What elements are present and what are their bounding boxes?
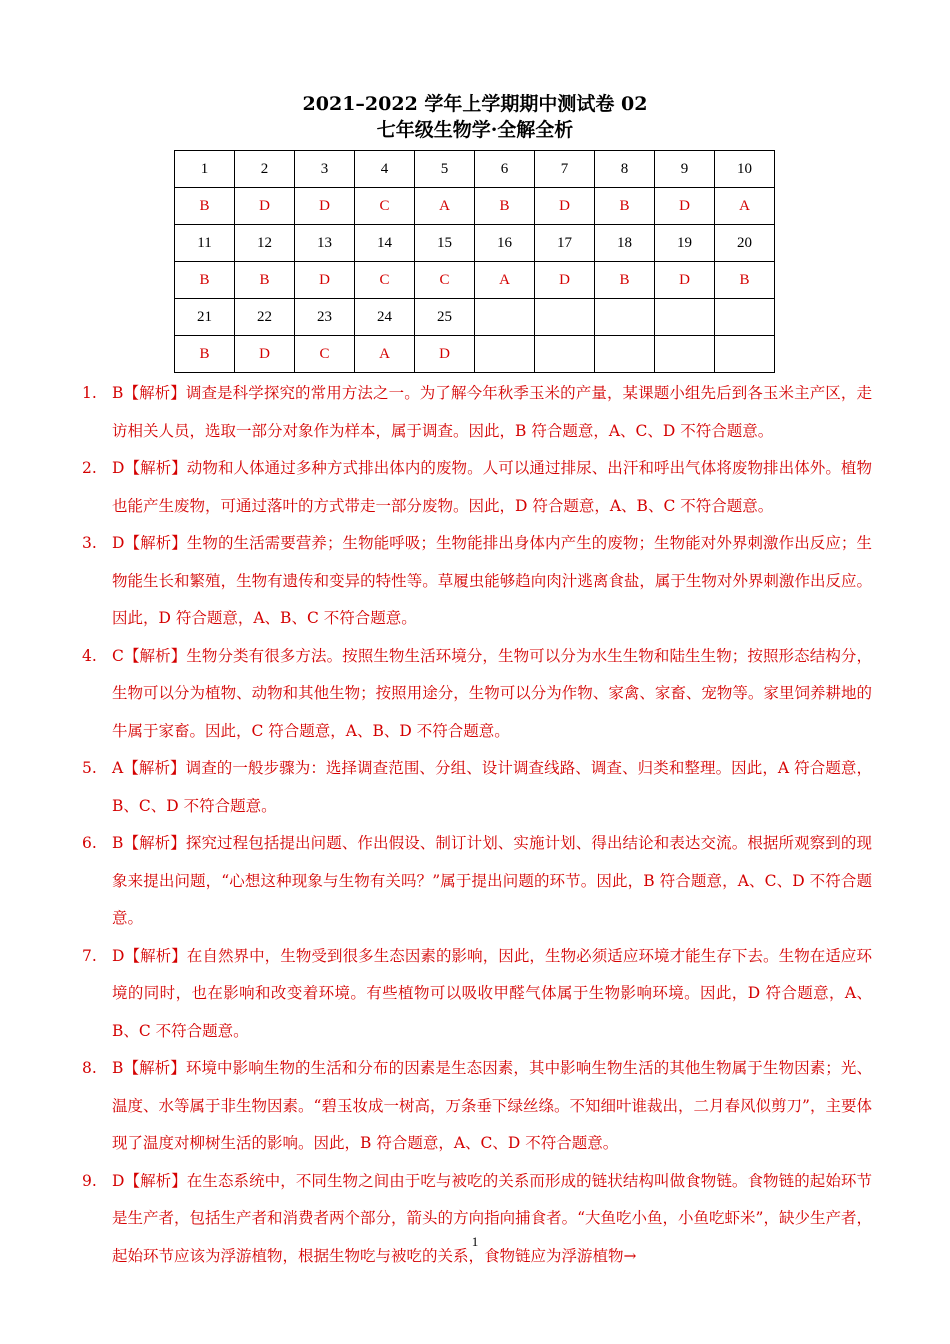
explanation-item (82, 375, 872, 450)
question-number: 16 (475, 225, 535, 262)
page-number: 1 (471, 1234, 479, 1249)
question-number: 20 (715, 225, 775, 262)
empty-cell (475, 336, 535, 373)
answer-cell: B (595, 262, 655, 299)
item-number: 7. (82, 946, 97, 965)
question-number: 18 (595, 225, 655, 262)
table-row (175, 262, 775, 299)
empty-cell (715, 299, 775, 336)
answer-cell: B (175, 262, 235, 299)
answer-cell: C (355, 262, 415, 299)
answer-cell: B (475, 188, 535, 225)
answer-cell: D (235, 188, 295, 225)
answer-table (174, 150, 775, 373)
answer-cell: B (175, 336, 235, 373)
item-number: 4. (82, 646, 97, 665)
empty-cell (595, 299, 655, 336)
item-text: D【解析】生物的生活需要营养；生物能呼吸；生物能排出身体内产生的废物；生物能对外界刺激作出反应；生物能生长和繁殖，生物有遗传和变异的特性等。草履虫能够趋向肉汁逃离食盐，属于生物对外界刺激作出反应。因此，D 符合题意，A、B、C 不符合题意。 (112, 534, 872, 627)
item-number: 2. (82, 459, 97, 477)
item-number: 5. (82, 759, 97, 777)
empty-cell (715, 336, 775, 373)
answer-cell: D (535, 262, 595, 299)
explanation-item (82, 750, 872, 825)
table-row (175, 151, 775, 188)
question-number: 17 (535, 225, 595, 262)
table-row (175, 188, 775, 225)
item-number: 1. (82, 384, 97, 402)
question-number: 2 (235, 151, 295, 188)
empty-cell (535, 336, 595, 373)
empty-cell (535, 299, 595, 336)
answer-cell: A (415, 188, 475, 225)
question-number: 7 (535, 151, 595, 188)
answer-cell: D (295, 188, 355, 225)
item-text: A【解析】调查的一般步骤为：选择调查范围、分组、设计调查线路、调查、归类和整理。因此，A 符合题意，B、C、D 不符合题意。 (112, 759, 872, 815)
explanation-item (82, 1050, 872, 1163)
item-text: D【解析】在生态系统中，不同生物之间由于吃与被吃的关系而形成的链状结构叫做食物链。食物链的起始环节是生产者，包括生产者和消费者两个部分，箭头的方向指向捕食者。“大鱼吃小鱼，小鱼吃虾米”，缺少生产者，起始环节应该为浮游植物，根据生物吃与被吃的关系，食物链应为浮游植物→ (112, 1171, 872, 1265)
empty-cell (655, 299, 715, 336)
answer-cell: D (235, 336, 295, 373)
answer-cell: B (715, 262, 775, 299)
question-number: 3 (295, 151, 355, 188)
empty-cell (475, 299, 535, 336)
question-number: 1 (175, 151, 235, 188)
question-number: 8 (595, 151, 655, 188)
answer-cell: B (235, 262, 295, 299)
item-number: 3. (82, 534, 97, 552)
question-number: 23 (295, 299, 355, 336)
answer-cell: B (595, 188, 655, 225)
explanation-list (82, 375, 872, 1275)
answer-cell: A (355, 336, 415, 373)
item-text: B【解析】调查是科学探究的常用方法之一。为了解今年秋季玉米的产量，某课题小组先后到各玉米主产区，走访相关人员，选取一部分对象作为样本，属于调查。因此，B 符合题意，A、C、D 不符合题意。 (112, 384, 872, 440)
answer-cell: D (655, 188, 715, 225)
page-title: 2021–2022 学年上学期期中测试卷 02 (302, 93, 648, 115)
answer-cell: A (475, 262, 535, 299)
question-number: 4 (355, 151, 415, 188)
item-text: B【解析】环境中影响生物的生活和分布的因素是生态因素，其中影响生物生活的其他生物属于生物因素；光、温度、水等属于非生物因素。“碧玉妆成一树高，万条垂下绿丝绦。不知细叶谁裁出，二月春风似剪刀”，主要体现了温度对柳树生活的影响。因此，B 符合题意，A、C、D 不符合题意。 (112, 1059, 872, 1152)
answer-cell: C (415, 262, 475, 299)
answer-cell: B (175, 188, 235, 225)
item-text: C【解析】生物分类有很多方法。按照生物生活环境分，生物可以分为水生生物和陆生生物；按照形态结构分，生物可以分为植物、动物和其他生物；按照用途分，生物可以分为作物、家禽、家畜、宠物等。家里饲养耕地的牛属于家畜。因此，C 符合题意，A、B、D 不符合题意。 (112, 646, 872, 740)
table-row (175, 336, 775, 373)
question-number: 12 (235, 225, 295, 262)
answer-cell: D (415, 336, 475, 373)
question-number: 13 (295, 225, 355, 262)
item-text: D【解析】在自然界中，生物受到很多生态因素的影响，因此，生物必须适应环境才能生存下去。生物在适应环境的同时，也在影响和改变着环境。有些植物可以吸收甲醛气体属于生物影响环境。因此，D 符合题意，A、B、C 不符合题意。 (112, 946, 872, 1040)
question-number: 9 (655, 151, 715, 188)
answer-cell: D (655, 262, 715, 299)
table-row (175, 299, 775, 336)
question-number: 6 (475, 151, 535, 188)
item-number: 6. (82, 834, 97, 852)
question-number: 21 (175, 299, 235, 336)
explanation-item (82, 525, 872, 638)
explanation-item (82, 450, 872, 525)
question-number: 14 (355, 225, 415, 262)
item-number: 9. (82, 1171, 97, 1190)
answer-cell: C (355, 188, 415, 225)
answer-cell: A (715, 188, 775, 225)
question-number: 24 (355, 299, 415, 336)
explanation-item (82, 638, 872, 751)
item-number: 8. (82, 1059, 97, 1077)
answer-cell: D (295, 262, 355, 299)
question-number: 5 (415, 151, 475, 188)
empty-cell (655, 336, 715, 373)
question-number: 19 (655, 225, 715, 262)
question-number: 10 (715, 151, 775, 188)
empty-cell (595, 336, 655, 373)
answer-cell: D (535, 188, 595, 225)
question-number: 22 (235, 299, 295, 336)
table-row (175, 225, 775, 262)
explanation-item (82, 938, 872, 1051)
question-number: 11 (175, 225, 235, 262)
question-number: 15 (415, 225, 475, 262)
item-text: D【解析】动物和人体通过多种方式排出体内的废物。人可以通过排尿、出汗和呼出气体将废物排出体外。植物也能产生废物，可通过落叶的方式带走一部分废物。因此，D 符合题意，A、B、C 不符合题意。 (112, 459, 872, 515)
explanation-item (82, 825, 872, 938)
explanation-item (82, 1163, 872, 1276)
answer-cell: C (295, 336, 355, 373)
page-subtitle: 七年级生物学·全解全析 (376, 119, 574, 141)
item-text: B【解析】探究过程包括提出问题、作出假设、制订计划、实施计划、得出结论和表达交流。根据所观察到的现象来提出问题，“心想这种现象与生物有关吗？”属于提出问题的环节。因此，B 符合题意，A、C、D 不符合题意。 (112, 834, 872, 927)
question-number: 25 (415, 299, 475, 336)
